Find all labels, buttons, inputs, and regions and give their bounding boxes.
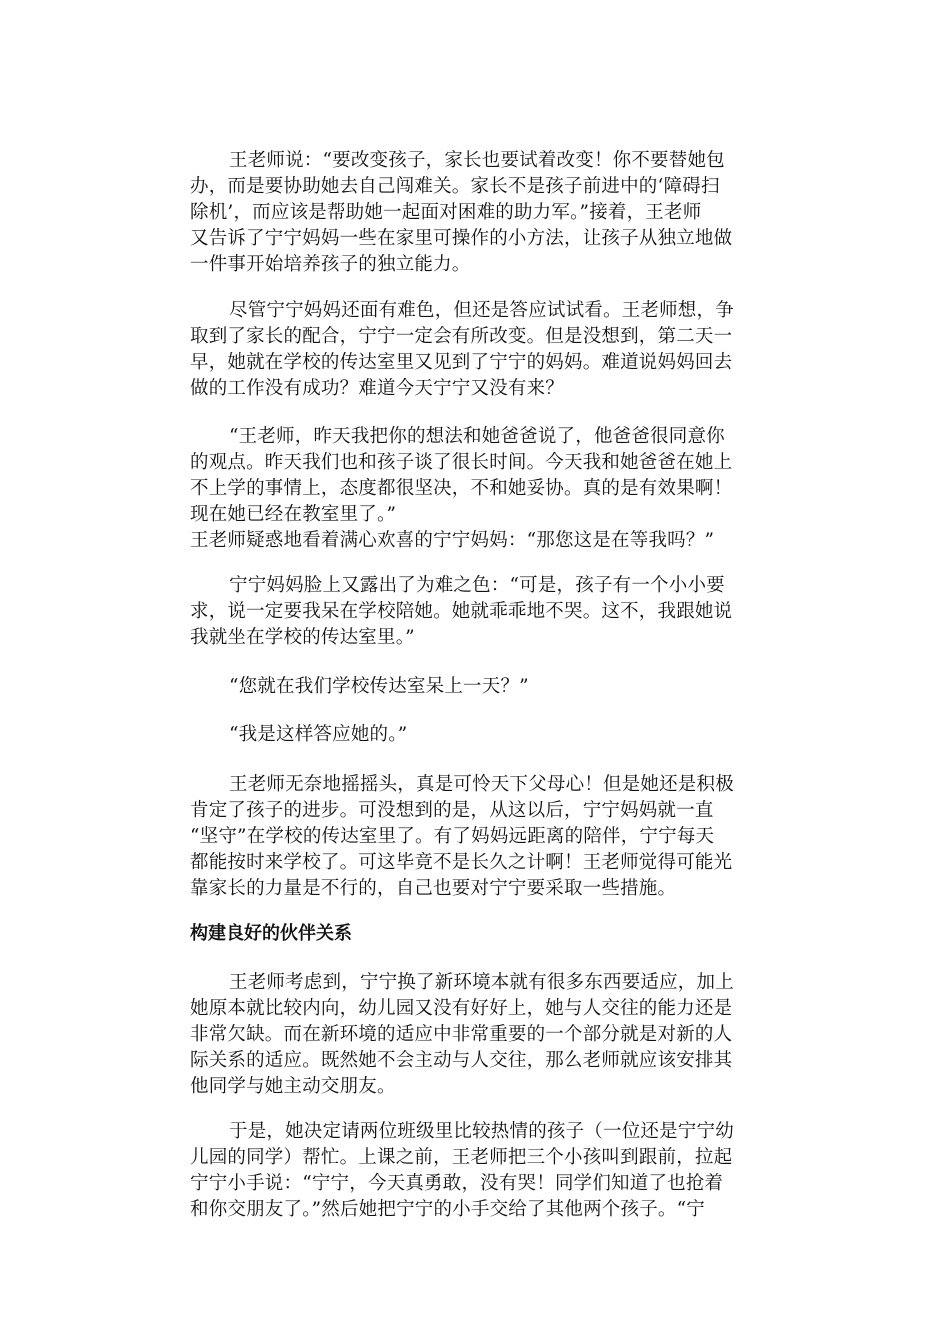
text-line: “我是这样答应她的。” [229,724,408,745]
text-line: 他同学与她主动交朋友。 [190,1076,396,1097]
text-line: 现在她已经在教室里了。” [190,504,397,525]
paragraph-1 [190,148,750,278]
text-line: 宁宁小手说：“宁宁，今天真勇敢，没有哭！同学们知道了也抢着 [190,1173,724,1194]
section-heading: 构建良好的伙伴关系 [190,923,352,944]
text-line: 于是，她决定请两位班级里比较热情的孩子（一位还是宁宁幼 [229,1121,734,1142]
paragraph-9 [190,1119,750,1223]
text-line: 她原本就比较内向，幼儿园又没有好好上，她与人交往的能力还是 [190,998,733,1019]
paragraph-6 [190,722,750,748]
text-line: 非常欠缺。而在新环境的适应中非常重要的一个部分就是对新的人 [190,1024,733,1045]
text-line: 王老师说：“要改变孩子，家长也要试着改变！你不要替她包 [229,150,725,171]
text-line: 做的工作没有成功？难道今天宁宁又没有来？ [190,378,565,399]
text-line: 王老师无奈地摇摇头，真是可怜天下父母心！但是她还是积极 [229,774,734,795]
text-line: “您就在我们学校传达室呆上一天？” [229,676,529,697]
paragraph-2 [190,298,750,402]
text-line: 王老师考虑到，宁宁换了新环境本就有很多东西要适应，加上 [229,972,734,993]
paragraph-4 [190,573,750,651]
text-line: 的观点。昨天我们也和孩子谈了很长时间。今天我和她爸爸在她上 [190,452,733,473]
paragraph-3 [190,424,750,554]
text-line: 不上学的事情上，态度都很坚决，不和她妥协。真的是有效果啊！ [190,478,733,499]
text-line: “王老师，昨天我把你的想法和她爸爸说了，他爸爸很同意你 [229,426,725,447]
text-line: 尽管宁宁妈妈还面有难色，但还是答应试试看。王老师想，争 [229,300,734,321]
text-line: 和你交朋友了。”然后她把宁宁的小手交给了其他两个孩子。“宁 [190,1199,705,1220]
text-line: 取到了家长的配合，宁宁一定会有所改变。但是没想到，第二天一 [190,326,733,347]
paragraph-5 [190,674,750,700]
text-line: 肯定了孩子的进步。可没想到的是，从这以后，宁宁妈妈就一直 [190,800,714,821]
section-heading-block [190,921,750,947]
text-line: 除机’，而应该是帮助她一起面对困难的助力军。”接着，王老师 [190,202,702,223]
text-line: 又告诉了宁宁妈妈一些在家里可操作的小方法，让孩子从独立地做 [190,228,733,249]
text-line: 办，而是要协助她去自己闯难关。家长不是孩子前进中的‘障碍扫 [190,176,720,197]
text-line: 一件事开始培养孩子的独立能力。 [190,254,471,275]
text-line: 都能按时来学校了。可这毕竟不是长久之计啊！王老师觉得可能光 [190,852,733,873]
text-line: “坚守”在学校的传达室里了。有了妈妈远距离的陪伴，宁宁每天 [190,826,715,847]
text-line: 际关系的适应。既然她不会主动与人交往，那么老师就应该安排其 [190,1050,733,1071]
text-line: 靠家长的力量是不行的，自己也要对宁宁要采取一些措施。 [190,878,677,899]
text-line: 我就坐在学校的传达室里。” [190,627,415,648]
text-line: 宁宁妈妈脸上又露出了为难之色：“可是，孩子有一个小小要 [229,575,725,596]
text-line: 早，她就在学校的传达室里又见到了宁宁的妈妈。难道说妈妈回去 [190,352,733,373]
paragraph-8 [190,970,750,1100]
text-line: 求，说一定要我呆在学校陪她。她就乖乖地不哭。这不，我跟她说 [190,601,733,622]
text-line: 儿园的同学）帮忙。上课之前，王老师把三个小孩叫到跟前，拉起 [190,1147,733,1168]
paragraph-7 [190,772,750,902]
text-line: 王老师疑惑地看着满心欢喜的宁宁妈妈：“那您这是在等我吗？” [190,530,715,551]
